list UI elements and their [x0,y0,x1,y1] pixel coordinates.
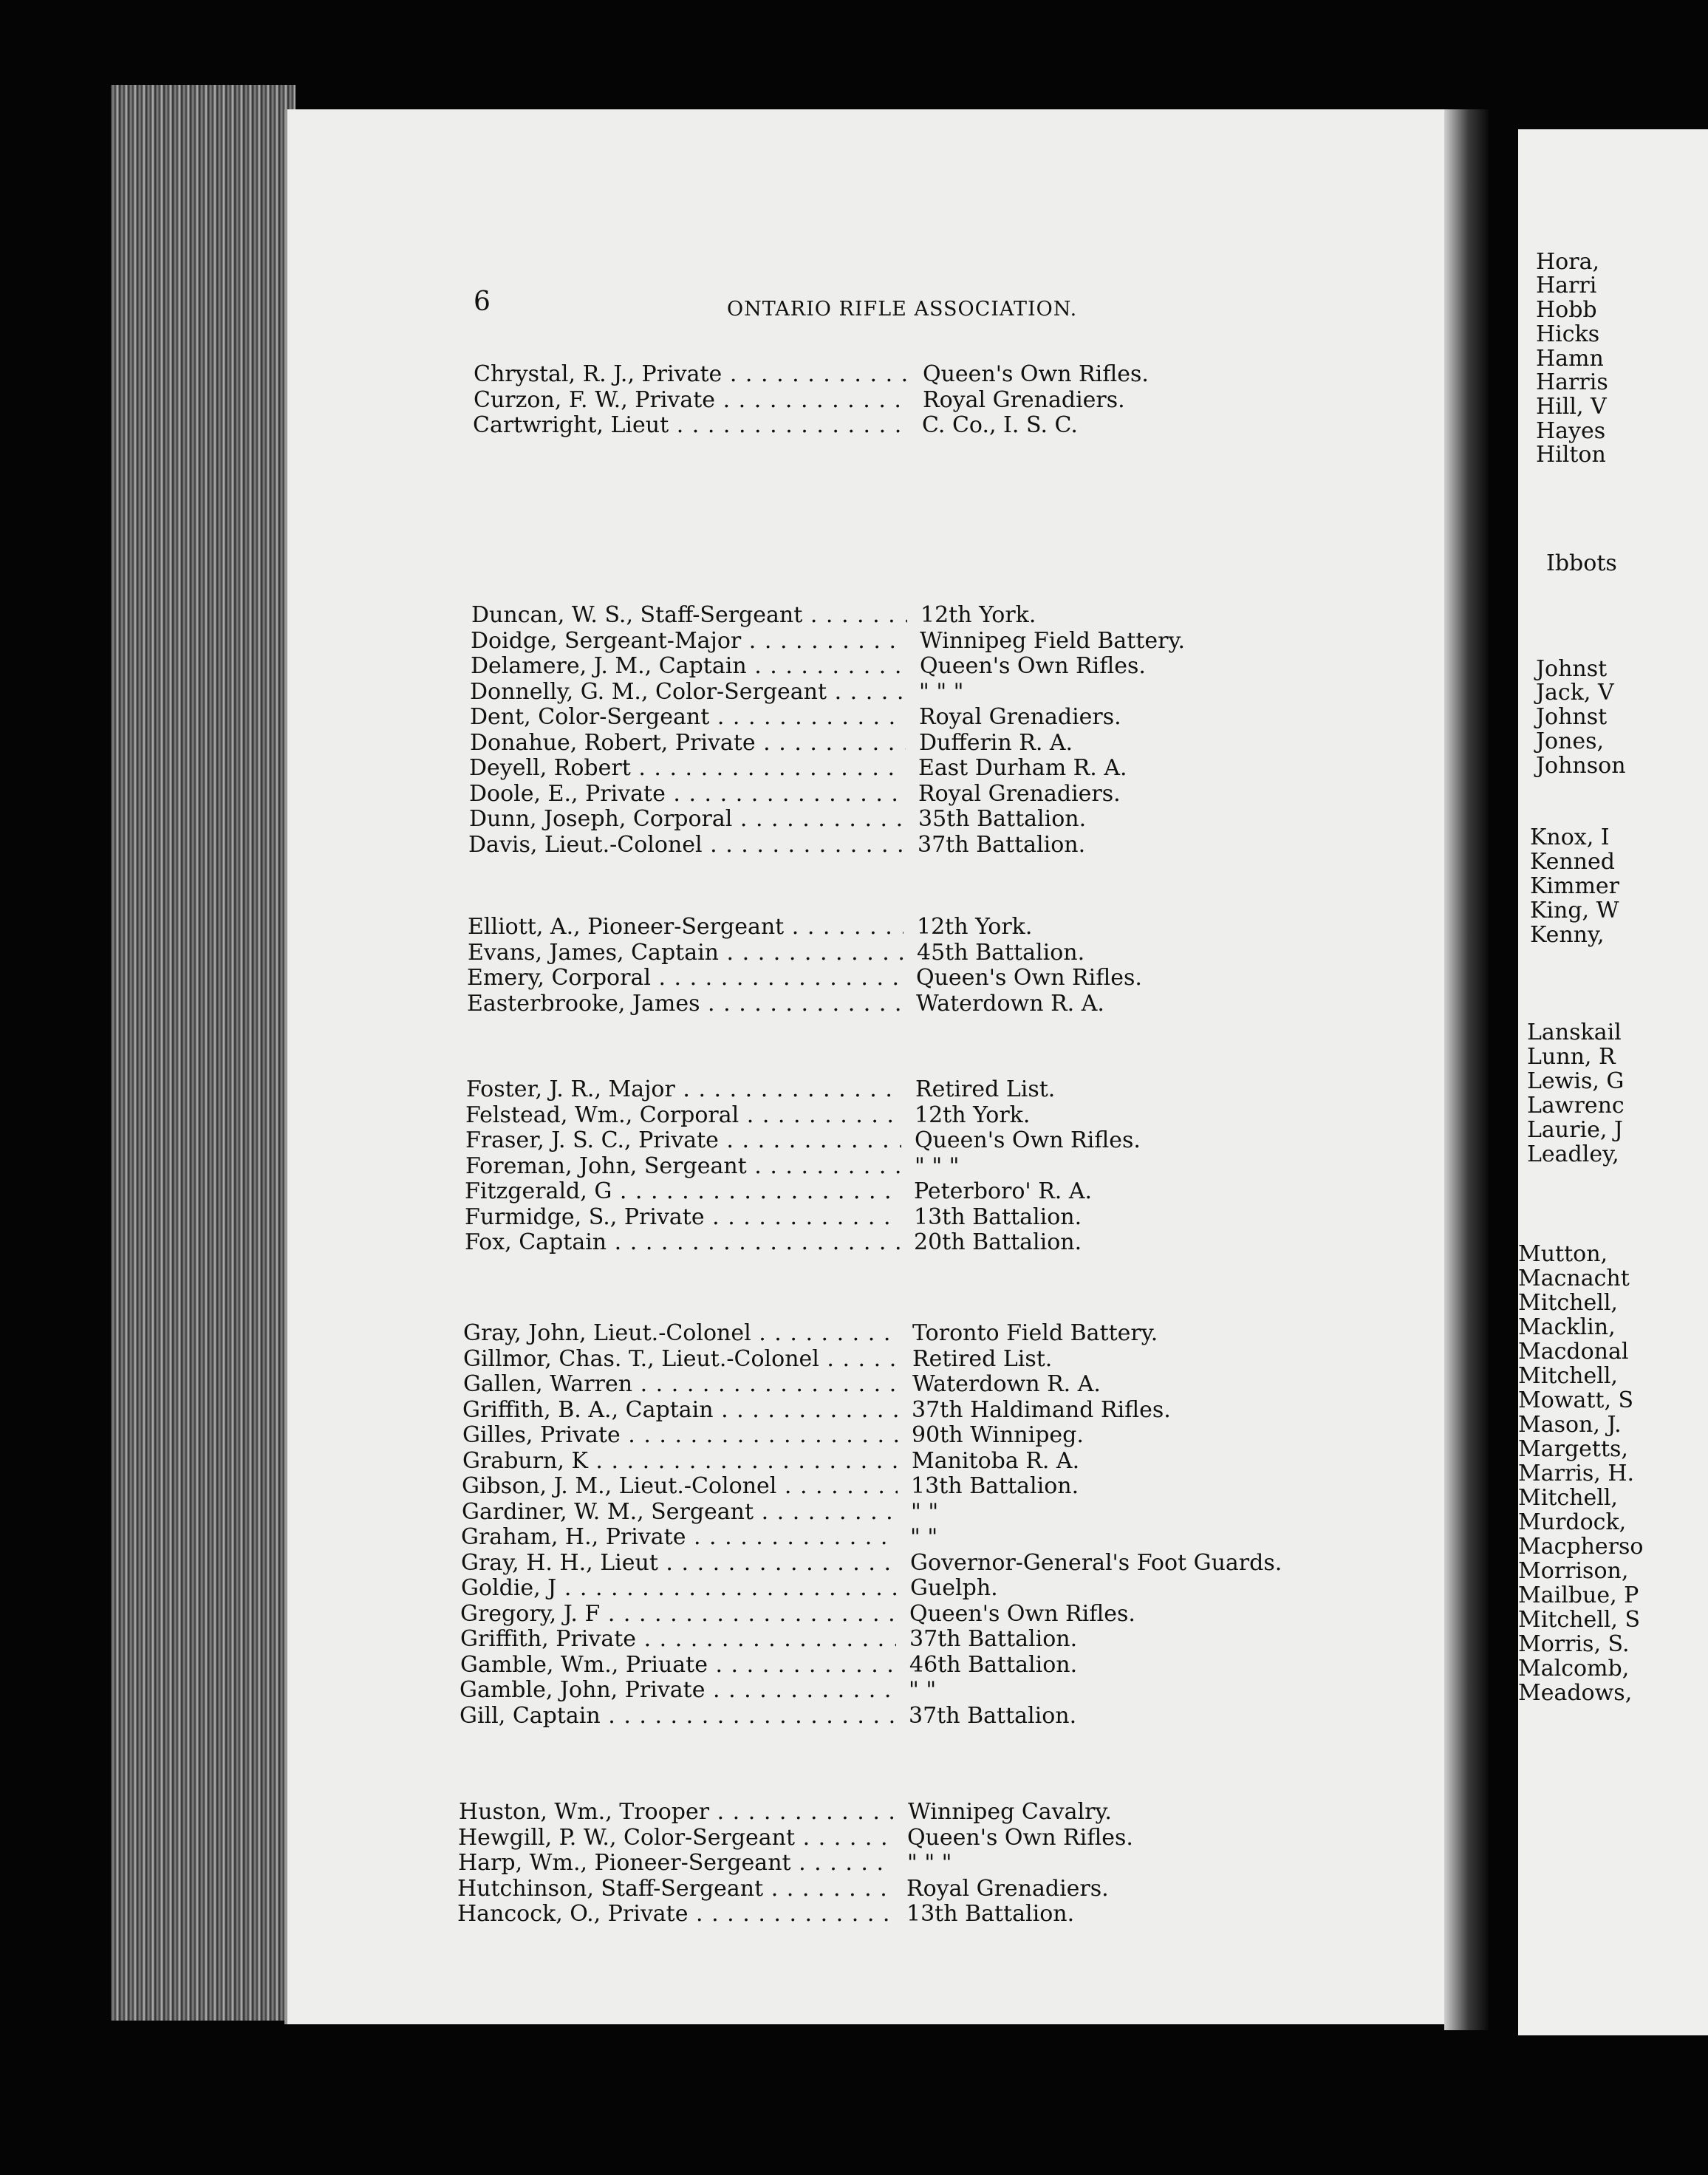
entry-unit: Guelph. [910,1575,998,1601]
entry-name-text: Cartwright, Lieut . . . [473,413,909,438]
entry-name [463,1347,899,1372]
right-page-fragment: Jones, [1536,728,1605,754]
entry-name [466,1077,902,1102]
entry-unit: Royal Grenadiers. [906,1875,1109,1902]
entry-unit: " " [909,1677,937,1703]
entry-name [460,1627,896,1652]
entry-name-text: Dunn, Joseph, Corporal . . . [469,807,905,832]
right-page-fragment: Kimmer [1530,873,1619,899]
entry-unit: " " " [907,1850,952,1876]
right-page-fragment: Mitchell, S [1518,1607,1641,1633]
entry-unit: 12th York. [917,914,1033,940]
right-page-fragment: Hobb [1536,297,1597,323]
entry-unit: 46th Battalion. [909,1651,1078,1678]
right-page-fragment: Hayes [1536,418,1606,444]
right-page-fragment: Johnst [1536,656,1608,682]
right-page-fragment: Macpherso [1518,1534,1644,1560]
entry-unit: C. Co., I. S. C. [922,412,1078,438]
entry-unit: Queen's Own Rifles. [909,1600,1135,1627]
entry-unit: " " " [919,678,964,705]
entry-name [459,1800,895,1825]
entry-name [461,1551,897,1576]
entry-name [462,1474,898,1499]
right-page-fragment: Mutton, [1518,1241,1608,1267]
entry-name [465,1154,901,1179]
right-page-fragment: Hilton [1536,442,1606,468]
entry-unit: Retired List. [912,1345,1053,1372]
right-page-fragment: Leadley, [1527,1141,1619,1167]
right-page-fragment: Mailbue, P [1518,1582,1639,1608]
entry-unit: 45th Battalion. [917,939,1085,966]
right-page-fragment: Meadows, [1518,1680,1633,1706]
entry-unit: Waterdown R. A. [912,1371,1101,1397]
entry-name-text: Evans, James, Captain . . . [468,940,903,966]
entry-name-text: Chrystal, R. J., Private . . . [474,362,909,387]
entry-name-text: Fox, Captain . . . [465,1230,901,1255]
right-page-fragment: Kenny, [1530,922,1605,948]
right-page-fragment: Laurie, J [1527,1117,1623,1143]
entry-name-text: Furmidge, S., Private . . . [465,1205,901,1230]
right-page-fragment: Ibbots [1546,550,1617,576]
entry-name-text: Duncan, W. S., Staff-Sergeant . . . [471,603,907,628]
entry-name-text: Donahue, Robert, Private . . . [470,731,906,756]
right-page-fragment: Margetts, [1518,1436,1628,1462]
entry-name [460,1678,895,1703]
entry-name [462,1449,898,1474]
right-page-fragment: Mowatt, S [1518,1387,1634,1413]
entry-name [457,1902,893,1927]
entry-name-text: Delamere, J. M., Captain . . . [471,654,906,679]
entry-name [467,991,903,1017]
running-head: ONTARIO RIFLE ASSOCIATION. [727,298,1078,321]
entry-unit: Toronto Field Battery. [912,1320,1158,1346]
entry-name [460,1602,896,1627]
entry-name-text: Doole, E., Private . . . [469,782,905,807]
entry-name-text: Griffith, Private . . . [460,1627,896,1652]
right-page-fragment: Mitchell, [1518,1363,1618,1389]
entry-name-text: Gill, Captain . . . [460,1704,895,1729]
right-page-fragment: Knox, I [1530,824,1610,850]
entry-name [469,807,905,832]
entry-name [470,731,906,756]
entry-name [471,654,906,679]
entry-name-text: Curzon, F. W., Private . . . [474,388,909,413]
entry-name-text: Emery, Corporal . . . [467,966,903,991]
entry-name-text: Gilles, Private . . . [462,1423,898,1448]
entry-unit: 13th Battalion. [914,1203,1082,1230]
entry-name-text: Goldie, J . . . [461,1576,897,1601]
entry-unit: Winnipeg Cavalry. [908,1799,1112,1825]
entry-unit: 12th York. [920,602,1036,628]
entry-name [465,1103,901,1128]
entry-name-text: Griffith, B. A., Captain . . . [462,1398,898,1423]
entry-name [465,1179,901,1204]
entry-name [463,1372,899,1397]
right-page-fragment: Johnson [1536,753,1626,779]
entry-name [463,1321,899,1346]
entry-name [465,1128,901,1153]
entry-unit: Queen's Own Rifles. [920,653,1146,679]
entry-unit: Queen's Own Rifles. [915,1127,1141,1153]
entry-unit: Governor-General's Foot Guards. [910,1549,1282,1576]
entry-name-text: Gibson, J. M., Lieut.-Colonel . . . [462,1474,898,1499]
entry-name [458,1851,894,1876]
entry-name-text: Doidge, Sergeant-Major . . . [471,629,906,654]
right-page-fragment: Kenned [1530,849,1615,875]
right-page-fragment: Harris [1536,369,1608,395]
right-page-fragment: Harri [1536,273,1597,298]
entry-unit: 35th Battalion. [918,806,1087,832]
entry-name-text: Gregory, J. F . . . [460,1602,896,1627]
right-page-fragment: Lawrenc [1527,1093,1625,1119]
entry-unit: 13th Battalion. [911,1473,1079,1499]
entry-unit: Queen's Own Rifles. [923,361,1149,387]
entry-name [471,629,906,654]
right-page-fragment: Macdonal [1518,1339,1629,1365]
entry-name [462,1500,898,1525]
right-page-fragment: Hamn [1536,346,1604,372]
entry-unit: Waterdown R. A. [916,990,1104,1017]
entry-unit: 37th Battalion. [918,831,1086,858]
entry-unit: Retired List. [915,1076,1056,1102]
entry-name-text: Graburn, K . . . [462,1449,898,1474]
right-page-fragment: Hora, [1536,249,1599,275]
entry-name-text: Donnelly, G. M., Color-Sergeant . . . [470,680,906,705]
left-page [284,109,1447,2024]
entry-unit: " " [911,1498,939,1525]
book-gutter [1444,109,1489,2030]
entry-name-text: Dent, Color-Sergeant . . . [470,705,906,730]
right-page-fragment: Malcomb, [1518,1656,1630,1681]
entry-name-text: Graham, H., Private . . . [461,1525,897,1550]
entry-name [469,782,905,807]
entry-unit: Peterboro' R. A. [914,1178,1093,1204]
entry-unit: " " " [915,1153,960,1179]
entry-name-text: Easterbrooke, James . . . [467,991,903,1017]
entry-name-text: Gallen, Warren . . . [463,1372,899,1397]
right-page-fragment: Macnacht [1518,1266,1630,1291]
right-page-fragment: Marris, H. [1518,1461,1635,1486]
entry-name-text: Foreman, John, Sergeant . . . [465,1154,901,1179]
entry-name-text: Felstead, Wm., Corporal . . . [465,1103,901,1128]
entry-unit: 37th Battalion. [909,1702,1077,1729]
entry-unit: 12th York. [915,1102,1031,1128]
right-page-fragment: Lewis, G [1527,1068,1625,1094]
entry-name [458,1826,894,1851]
entry-name-text: Harp, Wm., Pioneer-Sergeant . . . [458,1851,894,1876]
entry-name-text: Gillmor, Chas. T., Lieut.-Colonel . . . [463,1347,899,1372]
right-page-fragment: Mitchell, [1518,1290,1618,1316]
right-page-partial [1518,129,1708,2035]
right-page-fragment: Hicks [1536,321,1600,347]
entry-name-text: Hancock, O., Private . . . [457,1902,893,1927]
entry-name [462,1423,898,1448]
entry-unit: Dufferin R. A. [919,729,1073,756]
entry-name [474,388,909,413]
entry-name [465,1205,901,1230]
entry-unit: Royal Grenadiers. [919,704,1121,730]
book-page-edges [111,85,296,2021]
page-number: 6 [474,287,491,317]
entry-name-text: Gardiner, W. M., Sergeant . . . [462,1500,898,1525]
entry-unit: Royal Grenadiers. [923,386,1125,413]
entry-unit: Winnipeg Field Battery. [920,627,1185,654]
entry-unit: Royal Grenadiers. [918,780,1121,807]
right-page-fragment: Morris, S. [1518,1631,1630,1657]
right-page-fragment: Johnst [1536,704,1608,730]
entry-name [469,756,905,781]
entry-name-text: Deyell, Robert . . . [469,756,905,781]
entry-unit: Queen's Own Rifles. [907,1824,1133,1851]
entry-name [465,1230,901,1255]
entry-unit: " " [910,1524,938,1550]
entry-unit: 90th Winnipeg. [912,1422,1084,1448]
entry-name [462,1398,898,1423]
entry-name [468,940,903,966]
right-page-fragment: Murdock, [1518,1509,1627,1535]
entry-unit: Queen's Own Rifles. [916,965,1142,991]
right-page-fragment: King, W [1530,898,1619,923]
entry-name [461,1576,897,1601]
entry-name [470,705,906,730]
right-page-fragment: Macklin, [1518,1314,1616,1340]
entry-unit: East Durham R. A. [918,755,1127,781]
entry-name [474,362,909,387]
entry-name [467,966,903,991]
right-page-fragment: Lunn, R [1527,1044,1616,1070]
entry-name [470,680,906,705]
entry-unit: 37th Battalion. [909,1626,1078,1652]
entry-unit: 37th Haldimand Rifles. [912,1396,1171,1423]
entry-name-text: Fraser, J. S. C., Private . . . [465,1128,901,1153]
entry-name-text: Huston, Wm., Trooper . . . [459,1800,895,1825]
right-page-fragment: Hill, V [1536,394,1607,420]
entry-name-text: Gray, H. H., Lieut . . . [461,1551,897,1576]
right-page-fragment: Morrison, [1518,1558,1629,1584]
entry-name-text: Hewgill, P. W., Color-Sergeant . . . [458,1826,894,1851]
entry-name [460,1653,896,1678]
entry-name-text: Hutchinson, Staff-Sergeant . . . [457,1877,893,1902]
entry-name-text: Elliott, A., Pioneer-Sergeant . . . [468,915,903,940]
entry-name-text: Gamble, John, Private . . . [460,1678,895,1703]
entry-name-text: Fitzgerald, G . . . [465,1179,901,1204]
entry-name-text: Foster, J. R., Major . . . [466,1077,902,1102]
entry-name [473,413,909,438]
entry-name [461,1525,897,1550]
entry-unit: 13th Battalion. [906,1901,1075,1927]
entry-unit: Manitoba R. A. [912,1447,1080,1474]
entry-unit: 20th Battalion. [914,1229,1082,1255]
entry-name-text: Davis, Lieut.-Colonel . . . [468,833,904,858]
entry-name [468,915,903,940]
entry-name [457,1877,893,1902]
entry-name [468,833,904,858]
right-page-fragment: Jack, V [1536,680,1614,706]
right-page-fragment: Lanskail [1527,1020,1622,1045]
entry-name-text: Gamble, Wm., Priuate . . . [460,1653,896,1678]
entry-name-text: Gray, John, Lieut.-Colonel . . . [463,1321,899,1346]
entry-name [460,1704,895,1729]
entry-name [471,603,907,628]
right-page-fragment: Mason, J. [1518,1412,1622,1438]
right-page-fragment: Mitchell, [1518,1485,1618,1511]
